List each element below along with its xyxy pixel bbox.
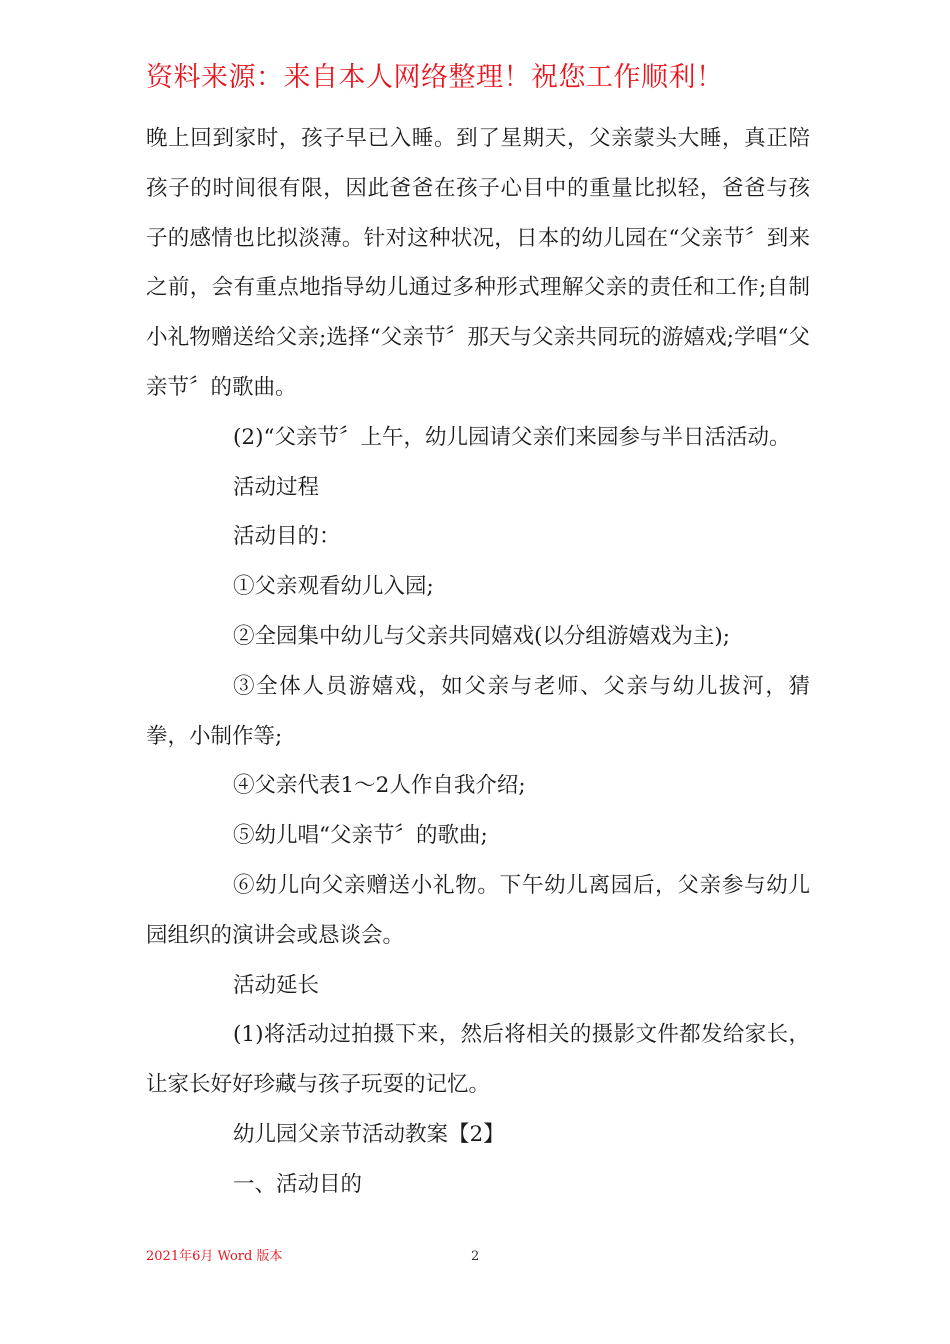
section-heading-process: 活动过程: [233, 474, 320, 500]
list-item-5: ⑤幼儿唱“父亲节〞的歌曲;: [233, 823, 488, 849]
section-heading-goal: 活动目的：: [233, 524, 341, 550]
list-item-3: ③全体人员游嬉戏，如父亲与老师、父亲与幼儿拔河，猜拳，小制作等;: [146, 673, 810, 749]
list-item-6: ⑥幼儿向父亲赠送小礼物。下午幼儿离园后，父亲参与幼儿园组织的演讲会或恳谈会。: [146, 872, 810, 948]
footer-date-version: 2021年6月 Word 版本: [146, 1249, 283, 1264]
section-heading-purpose: 一、活动目的: [233, 1171, 363, 1197]
lesson-plan-title: 幼儿园父亲节活动教案【2】: [233, 1121, 505, 1147]
list-item-2: ②全园集中幼儿与父亲共同嬉戏(以分组游嬉戏为主);: [233, 623, 731, 649]
list-item-4: ④父亲代表1～2人作自我介绍;: [233, 773, 526, 799]
paragraph-step-2: (2)“父亲节〞上午，幼儿园请父亲们来园参与半日活活动。: [233, 424, 791, 450]
paragraph-extension-1: (1)将活动过拍摄下来，然后将相关的摄影文件都发给家长，让家长好好珍藏与孩子玩耍的记忆。: [146, 1022, 810, 1098]
list-item-1: ①父亲观看幼儿入园;: [233, 574, 434, 600]
footer-page-number: 2: [471, 1249, 480, 1264]
section-heading-extension: 活动延长: [233, 972, 320, 998]
paragraph-continuation: 晚上回到家时，孩子早已入睡。到了星期天，父亲蒙头大睡，真正陪孩子的时间很有限，因此爸爸在孩子心目中的重量比拟轻，爸爸与孩子的感情也比拟淡薄。针对这种状况，日本的幼儿园在“父亲节〞到来之前，会有重点地指导幼儿通过多种形式理解父亲的责任和工作;自制小礼物赠送给父亲;选择“父亲节〞那天与父亲共同玩的游嬉戏;学唱“父亲节〞的歌曲。: [146, 126, 810, 400]
document-body: [146, 114, 810, 1210]
source-header: 资料来源：来自本人网络整理！祝您工作顺利！: [146, 62, 724, 93]
